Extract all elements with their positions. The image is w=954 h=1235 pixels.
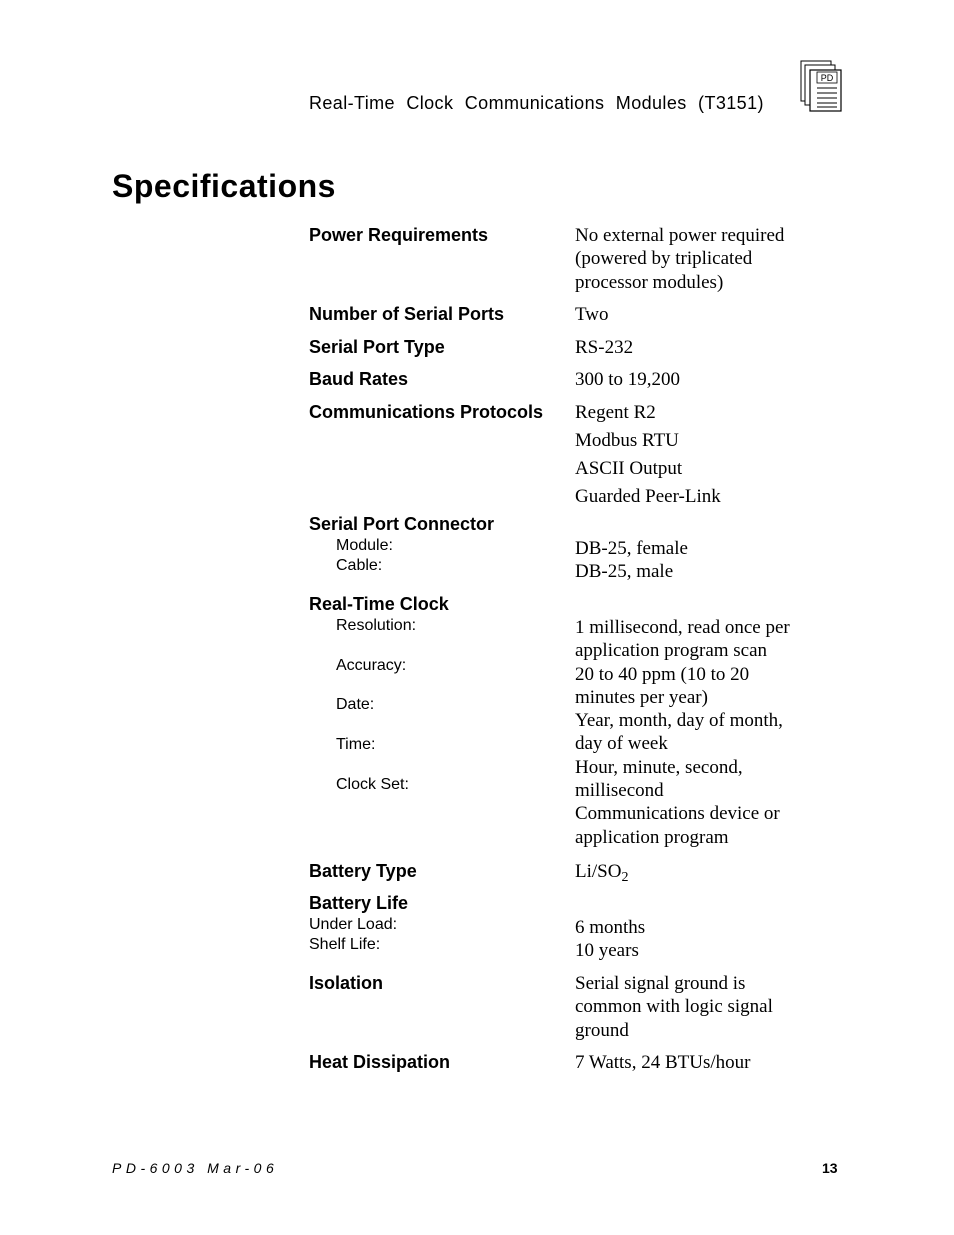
spec-value-line: (powered by triplicated — [575, 248, 753, 270]
spec-sublabel-time: Time: — [336, 736, 376, 753]
spec-value-line: 20 to 40 ppm (10 to 20 — [575, 663, 750, 685]
running-header-title: Real-Time Clock Communications Modules (T3151) — [309, 93, 764, 113]
spec-value-protocol: Regent R2 — [575, 402, 656, 423]
spec-value-line: Year, month, day of month, — [575, 710, 783, 732]
footer-document-code: PD-6003 Mar-06 — [112, 1160, 279, 1176]
spec-value-baud: 300 to 19,200 — [575, 369, 681, 390]
battery-type-main: Li/SO — [575, 861, 622, 882]
spec-value-line: common with logic signal — [575, 996, 773, 1018]
spec-value-module: DB-25, female — [575, 538, 688, 559]
spec-value-protocol: Modbus RTU — [575, 430, 679, 451]
spec-label-port-type: Serial Port Type — [309, 337, 445, 357]
spec-value-under-load: 6 months — [575, 917, 646, 938]
spec-label-protocols: Communications Protocols — [309, 402, 544, 422]
spec-label-rtc: Real-Time Clock — [309, 594, 449, 614]
spec-value-shelf-life: 10 years — [575, 940, 639, 961]
spec-value-line: millisecond — [575, 780, 664, 802]
spec-label-isolation: Isolation — [309, 973, 384, 993]
spec-label-connector: Serial Port Connector — [309, 514, 495, 534]
spec-value-protocol: Guarded Peer-Link — [575, 486, 721, 507]
spec-value-line: day of week — [575, 733, 668, 755]
spec-label-battery-type: Battery Type — [309, 861, 417, 881]
spec-value-line: Communications device or — [575, 803, 780, 825]
spec-value-line: minutes per year) — [575, 686, 708, 708]
spec-value-serial-ports: Two — [575, 304, 609, 325]
spec-value-line: processor modules) — [575, 271, 724, 293]
spec-value-rtc — [575, 616, 790, 849]
spec-value-power — [575, 224, 784, 294]
battery-type-subscript: 2 — [621, 870, 629, 885]
spec-sublabel-accuracy: Accuracy: — [336, 657, 407, 674]
spec-sublabel-cable: Cable: — [336, 557, 383, 574]
spec-value-heat: 7 Watts, 24 BTUs/hour — [575, 1052, 751, 1073]
spec-value-cable: DB-25, male — [575, 561, 674, 582]
pd-document-icon — [800, 60, 842, 112]
page-number: 13 — [822, 1160, 838, 1176]
spec-sublabel-shelf-life: Shelf Life: — [309, 936, 381, 953]
spec-sublabel-under-load: Under Load: — [309, 916, 398, 933]
spec-label-serial-ports: Number of Serial Ports — [309, 304, 505, 324]
spec-value-battery-type — [575, 860, 628, 883]
spec-value-isolation — [575, 972, 773, 1042]
spec-label-power: Power Requirements — [309, 225, 489, 245]
spec-label-battery-life: Battery Life — [309, 893, 409, 913]
spec-sublabel-clock-set: Clock Set: — [336, 776, 409, 793]
spec-label-baud: Baud Rates — [309, 369, 409, 389]
spec-value-line: Serial signal ground is — [575, 973, 746, 994]
pd-logo-text: PD — [820, 73, 834, 83]
spec-value-protocol: ASCII Output — [575, 458, 683, 479]
page-title: Specifications — [112, 168, 336, 204]
spec-sublabel-resolution: Resolution: — [336, 617, 417, 634]
spec-value-line: Hour, minute, second, — [575, 756, 743, 778]
spec-value-line: ground — [575, 1019, 629, 1041]
spec-value-port-type: RS-232 — [575, 337, 634, 358]
spec-value-line: No external power required — [575, 225, 785, 246]
spec-label-heat: Heat Dissipation — [309, 1052, 451, 1072]
spec-value-line: application program — [575, 826, 729, 848]
spec-sublabel-date: Date: — [336, 696, 375, 713]
spec-value-line: application program scan — [575, 640, 768, 662]
spec-value-line: 1 millisecond, read once per — [575, 617, 790, 638]
spec-sublabel-module: Module: — [336, 537, 393, 554]
